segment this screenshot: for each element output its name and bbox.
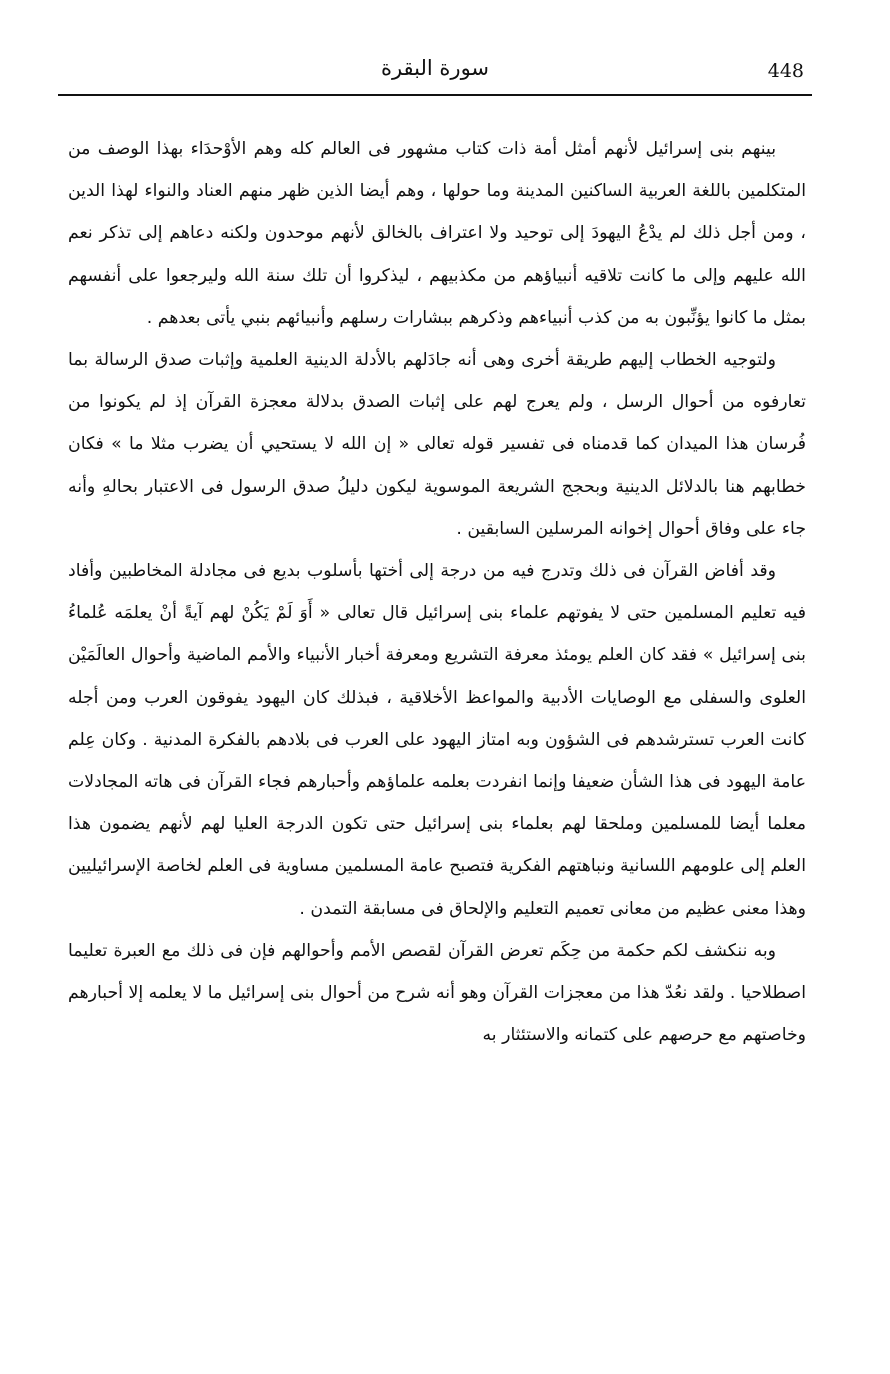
page-number: 448 bbox=[767, 60, 804, 82]
page-header bbox=[58, 48, 812, 96]
body-text bbox=[68, 128, 806, 1056]
paragraph-3: وقد أفاض القرآن فى ذلك وتدرج فيه من درجة إلى أختها بأسلوب بديع فى مجادلة المخاطبين وأفاد فيه تعليم المسلمين حتى لا يفوتهم علماء بنى إسرائيل قال تعالى « أَوَ لَمْ يَكُنْ لهم آيةً أنْ يعلمَه عُلماءُ بنى إسرائيل » فقد كان العلم يومئذ معرفة التشريع ومعرفة أخبار الأنبياء والأمم الماضية وأحوال العالَمَيْن العلوى والسفلى مع الوصايات الأدبية والمواعظ الأخلاقية ، فبذلك كان اليهود يفوقون العرب ومن أجله كانت العرب تسترشدهم فى الشؤون وبه امتاز اليهود على العرب فى بلادهم بالفكرة المدنية . وكان عِلم عامة اليهود فى هذا الشأن ضعيفا وإنما انفردت بعلمه علماؤهم وأحبارهم فجاء القرآن فى هاته المجادلات معلما أيضا للمسلمين وملحقا لهم بعلماء بنى إسرائيل حتى تكون الدرجة العليا لهم لأنهم يضمون هذا العلم إلى علومهم اللسانية ونباهتهم الفكرية فتصبح عامة المسلمين مساوية فى العلم لخاصة الإسرائيليين وهذا معنى عظيم من معانى تعميم التعليم والإلحاق فى مسابقة التمدن . bbox=[68, 561, 806, 919]
paragraph-4: وبه ننكشف لكم حكمة من حِكَم تعرض القرآن لقصص الأمم وأحوالهم فإن فى ذلك مع العبرة تعليما اصطلاحيا . ولقد نعُدّ هذا من معجزات القرآن وهو أنه شرح من أحوال بنى إسرائيل ما لا يعلمه إلا أحبارهم وخاصتهم مع حرصهم على كتمانه والاستئثار به bbox=[68, 940, 806, 1046]
paragraph-2: ولتوجيه الخطاب إليهم طريقة أخرى وهى أنه جادَلهم بالأدلة الدينية العلمية وإثبات صدق الرسالة بما تعارفوه من أحوال الرسل ، ولم يعرج لهم على إثبات الصدق بدلالة معجزة القرآن إذ لم يكونوا من فُرسان هذا الميدان كما قدمناه فى تفسير قوله تعالى « إن الله لا يستحيي أن يضرب مثلا ما » فكان خطابهم هنا بالدلائل الدينية وبحجج الشريعة الموسوية ليكون دليلُ صدق الرسول فى الاعتبار بحالهِ وأنه جاء على وفاق أحوال إخوانه المرسلين السابقين . bbox=[68, 350, 806, 539]
paragraph-1: بينهم بنى إسرائيل لأنهم أمثل أمة ذات كتاب مشهور فى العالم كله وهم الأوْحدَاء بهذا الوصف من المتكلمين باللغة العربية الساكنين المدينة وما حولها ، وهم أيضا الذين ظهر منهم العناد والنواء لهذا الدين ، ومن أجل ذلك لم يدْعُ اليهودَ إلى توحيد ولا اعتراف بالخالق لأنهم موحدون ولكنه دعاهم إلى تذكر نعم الله عليهم وإلى ما كانت تلاقيه أنبياؤهم من مكذبيهم ، ليذكروا أن تلك سنة الله وليرجعوا على أنفسهم بمثل ما كانوا يؤنِّبون به من كذب أنبياءهم وذكرهم ببشارات رسلهم وأنبيائهم بنبي يأتى بعدهم . bbox=[68, 139, 806, 328]
running-title: سورة البقرة bbox=[380, 56, 490, 80]
